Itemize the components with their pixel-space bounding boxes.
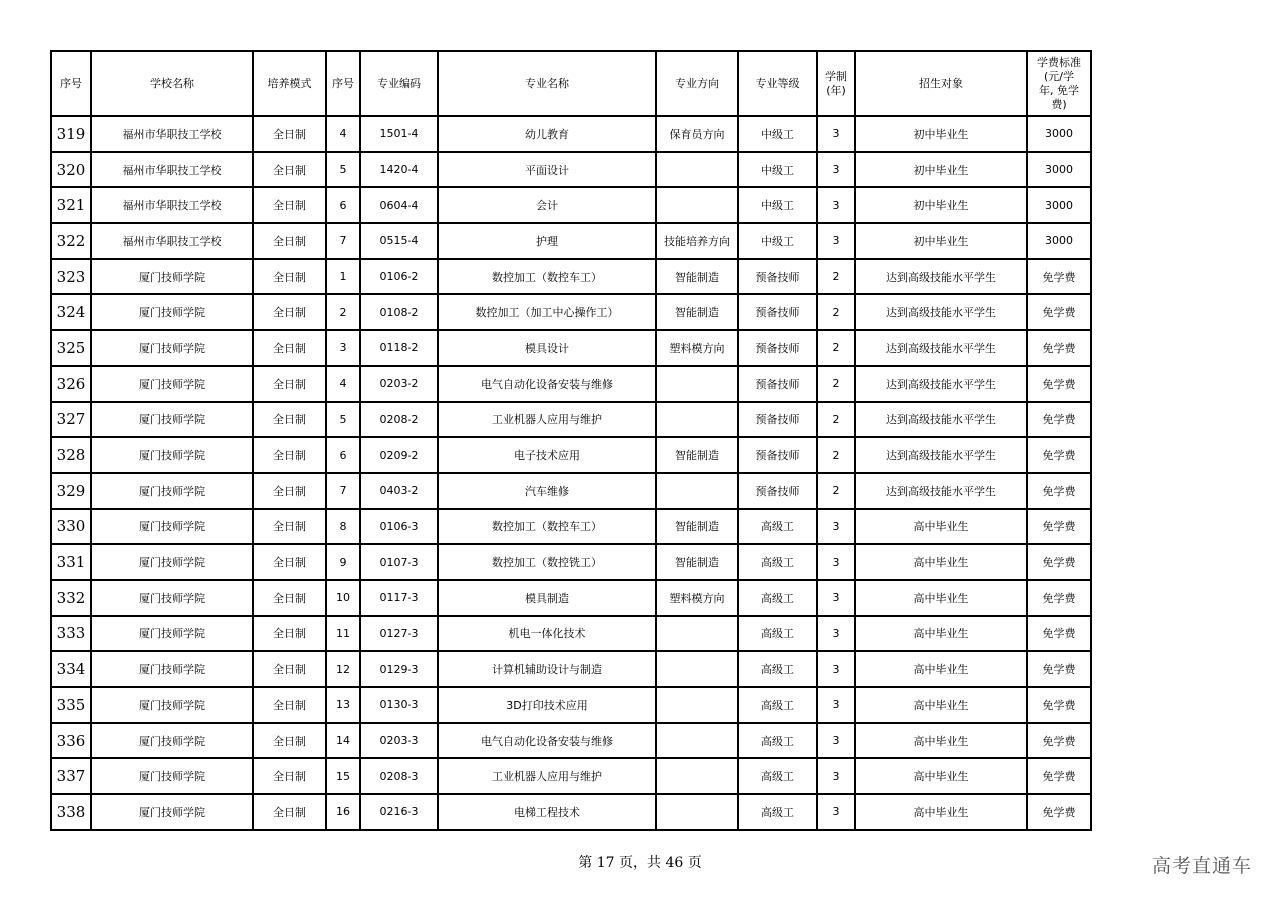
table-cell: 0117-3 [360, 580, 438, 616]
table-cell: 3 [817, 651, 855, 687]
table-cell: 0216-3 [360, 794, 438, 830]
table-cell: 全日制 [253, 402, 326, 438]
table-cell: 全日制 [253, 152, 326, 188]
table-cell: 全日制 [253, 223, 326, 259]
table-cell: 高中毕业生 [855, 616, 1027, 652]
table-cell: 厦门技师学院 [91, 259, 253, 295]
table-row [51, 116, 1091, 152]
table-cell: 免学费 [1027, 294, 1091, 330]
table-cell: 高级工 [738, 687, 817, 723]
table-cell: 334 [51, 651, 91, 687]
table-cell: 3000 [1027, 187, 1091, 223]
table-cell: 厦门技师学院 [91, 794, 253, 830]
table-cell [656, 187, 738, 223]
table-row [51, 758, 1091, 794]
table-cell: 电气自动化设备安装与维修 [438, 366, 656, 402]
table-cell [656, 758, 738, 794]
table-cell: 4 [326, 366, 360, 402]
table-cell: 3 [817, 223, 855, 259]
table-cell: 14 [326, 723, 360, 759]
table-row [51, 187, 1091, 223]
table-cell: 全日制 [253, 366, 326, 402]
table-cell: 10 [326, 580, 360, 616]
table-cell: 高级工 [738, 758, 817, 794]
table-cell: 0127-3 [360, 616, 438, 652]
table-row [51, 366, 1091, 402]
table-cell: 免学费 [1027, 616, 1091, 652]
table-cell: 0209-2 [360, 437, 438, 473]
table-cell: 福州市华职技工学校 [91, 223, 253, 259]
table-cell: 预备技师 [738, 366, 817, 402]
table-cell: 高中毕业生 [855, 544, 1027, 580]
table-row [51, 259, 1091, 295]
table-cell: 达到高级技能水平学生 [855, 437, 1027, 473]
table-cell: 厦门技师学院 [91, 473, 253, 509]
table-cell: 3 [326, 330, 360, 366]
table-cell: 免学费 [1027, 509, 1091, 545]
table-cell: 免学费 [1027, 402, 1091, 438]
table-cell: 全日制 [253, 437, 326, 473]
table-cell: 厦门技师学院 [91, 509, 253, 545]
table-cell: 高级工 [738, 616, 817, 652]
table-cell: 全日制 [253, 580, 326, 616]
page-label-prefix: 第 [578, 855, 593, 871]
page-label-mid: 页，共 [619, 855, 661, 871]
table-cell: 1420-4 [360, 152, 438, 188]
table-cell: 327 [51, 402, 91, 438]
column-header: 专业方向 [656, 51, 738, 116]
table-cell: 330 [51, 509, 91, 545]
table-cell: 塑料模方向 [656, 330, 738, 366]
table-cell: 免学费 [1027, 366, 1091, 402]
table-cell: 全日制 [253, 294, 326, 330]
table-cell: 8 [326, 509, 360, 545]
table-row [51, 437, 1091, 473]
table-cell: 免学费 [1027, 437, 1091, 473]
table-cell: 15 [326, 758, 360, 794]
table-cell [656, 402, 738, 438]
column-header: 学费标准 (元/学 年, 免学 费) [1027, 51, 1091, 116]
column-header: 专业编码 [360, 51, 438, 116]
table-cell: 达到高级技能水平学生 [855, 330, 1027, 366]
page-label-suffix: 页 [687, 855, 702, 871]
table-cell: 智能制造 [656, 294, 738, 330]
table-cell: 智能制造 [656, 509, 738, 545]
table-cell: 6 [326, 437, 360, 473]
table-cell: 0130-3 [360, 687, 438, 723]
table-cell: 3 [817, 687, 855, 723]
table-cell: 0106-2 [360, 259, 438, 295]
table-cell: 免学费 [1027, 473, 1091, 509]
table-cell [656, 723, 738, 759]
table-row [51, 223, 1091, 259]
table-cell: 智能制造 [656, 437, 738, 473]
table-cell: 全日制 [253, 116, 326, 152]
table-cell: 高级工 [738, 794, 817, 830]
table-cell: 高中毕业生 [855, 723, 1027, 759]
table-cell: 3000 [1027, 223, 1091, 259]
table-cell: 2 [326, 294, 360, 330]
table-cell: 福州市华职技工学校 [91, 116, 253, 152]
table-cell: 0203-2 [360, 366, 438, 402]
table-cell: 3 [817, 580, 855, 616]
table-cell: 11 [326, 616, 360, 652]
table-cell: 325 [51, 330, 91, 366]
table-cell: 塑料模方向 [656, 580, 738, 616]
table-cell: 免学费 [1027, 687, 1091, 723]
table-cell: 3D打印技术应用 [438, 687, 656, 723]
table-cell: 中级工 [738, 152, 817, 188]
table-cell: 2 [817, 473, 855, 509]
table-cell: 厦门技师学院 [91, 687, 253, 723]
table-cell: 全日制 [253, 187, 326, 223]
table-cell: 全日制 [253, 651, 326, 687]
table-cell: 福州市华职技工学校 [91, 152, 253, 188]
table-cell: 5 [326, 402, 360, 438]
table-cell: 高级工 [738, 580, 817, 616]
table-cell: 电气自动化设备安装与维修 [438, 723, 656, 759]
table-cell: 达到高级技能水平学生 [855, 473, 1027, 509]
table-cell: 全日制 [253, 473, 326, 509]
table-cell: 0203-3 [360, 723, 438, 759]
table-cell [656, 152, 738, 188]
table-cell: 12 [326, 651, 360, 687]
table-cell: 会计 [438, 187, 656, 223]
table-cell: 0129-3 [360, 651, 438, 687]
table-cell: 免学费 [1027, 580, 1091, 616]
table-cell: 中级工 [738, 223, 817, 259]
table-row [51, 794, 1091, 830]
table-cell: 厦门技师学院 [91, 723, 253, 759]
table-cell: 13 [326, 687, 360, 723]
table-cell: 3 [817, 116, 855, 152]
table-cell: 16 [326, 794, 360, 830]
table-cell: 高中毕业生 [855, 758, 1027, 794]
table-cell: 高中毕业生 [855, 580, 1027, 616]
table-cell: 厦门技师学院 [91, 330, 253, 366]
column-header: 序号 [326, 51, 360, 116]
table-cell [656, 366, 738, 402]
table-cell: 计算机辅助设计与制造 [438, 651, 656, 687]
table-cell: 319 [51, 116, 91, 152]
table-cell: 全日制 [253, 723, 326, 759]
table-header-row [51, 51, 1091, 116]
column-header: 学校名称 [91, 51, 253, 116]
table-cell: 达到高级技能水平学生 [855, 259, 1027, 295]
table-cell: 模具制造 [438, 580, 656, 616]
table-cell: 全日制 [253, 687, 326, 723]
table-cell: 9 [326, 544, 360, 580]
column-header: 学制 (年) [817, 51, 855, 116]
table-cell: 达到高级技能水平学生 [855, 294, 1027, 330]
table-cell: 中级工 [738, 187, 817, 223]
table-cell: 3000 [1027, 152, 1091, 188]
table-cell: 智能制造 [656, 544, 738, 580]
table-cell: 厦门技师学院 [91, 544, 253, 580]
table-cell: 技能培养方向 [656, 223, 738, 259]
table-cell: 1501-4 [360, 116, 438, 152]
table-cell: 达到高级技能水平学生 [855, 402, 1027, 438]
table-cell: 全日制 [253, 259, 326, 295]
table-cell: 7 [326, 223, 360, 259]
table-cell: 336 [51, 723, 91, 759]
table-row [51, 330, 1091, 366]
table-row [51, 580, 1091, 616]
table-cell: 免学费 [1027, 794, 1091, 830]
table-cell: 预备技师 [738, 473, 817, 509]
table-row [51, 152, 1091, 188]
table-cell: 高级工 [738, 723, 817, 759]
table-cell: 0208-3 [360, 758, 438, 794]
column-header: 招生对象 [855, 51, 1027, 116]
table-cell: 厦门技师学院 [91, 651, 253, 687]
current-page-number: 17 [596, 855, 615, 871]
table-cell: 厦门技师学院 [91, 294, 253, 330]
table-cell: 2 [817, 294, 855, 330]
column-header: 序号 [51, 51, 91, 116]
column-header: 专业等级 [738, 51, 817, 116]
table-cell: 3000 [1027, 116, 1091, 152]
table-body [51, 116, 1091, 830]
table-cell: 3 [817, 758, 855, 794]
table-cell: 免学费 [1027, 651, 1091, 687]
table-cell: 全日制 [253, 794, 326, 830]
table-cell: 2 [817, 330, 855, 366]
table-cell: 平面设计 [438, 152, 656, 188]
table-cell: 338 [51, 794, 91, 830]
table-cell: 智能制造 [656, 259, 738, 295]
table-cell: 厦门技师学院 [91, 366, 253, 402]
table-cell: 初中毕业生 [855, 152, 1027, 188]
table-cell: 324 [51, 294, 91, 330]
table-row [51, 616, 1091, 652]
table-cell: 2 [817, 402, 855, 438]
table-cell: 3 [817, 616, 855, 652]
column-header: 专业名称 [438, 51, 656, 116]
table-cell [656, 687, 738, 723]
table-cell: 初中毕业生 [855, 116, 1027, 152]
table-cell: 高中毕业生 [855, 794, 1027, 830]
table-row [51, 509, 1091, 545]
table-cell: 0208-2 [360, 402, 438, 438]
table-cell: 机电一体化技术 [438, 616, 656, 652]
table-row [51, 294, 1091, 330]
table-cell: 预备技师 [738, 294, 817, 330]
table-cell [656, 651, 738, 687]
table-cell: 全日制 [253, 544, 326, 580]
table-cell: 3 [817, 544, 855, 580]
table-cell: 免学费 [1027, 758, 1091, 794]
table-cell: 0107-3 [360, 544, 438, 580]
table-cell: 3 [817, 723, 855, 759]
table-cell: 全日制 [253, 758, 326, 794]
table-cell [656, 473, 738, 509]
table-cell: 320 [51, 152, 91, 188]
table-cell: 0403-2 [360, 473, 438, 509]
table-row [51, 687, 1091, 723]
table-cell: 0515-4 [360, 223, 438, 259]
table-cell: 335 [51, 687, 91, 723]
table-cell: 厦门技师学院 [91, 580, 253, 616]
table-cell: 数控加工（数控车工） [438, 509, 656, 545]
table-cell: 3 [817, 152, 855, 188]
table-cell: 幼儿教育 [438, 116, 656, 152]
table-cell: 数控加工（数控车工） [438, 259, 656, 295]
table-cell: 工业机器人应用与维护 [438, 758, 656, 794]
table-cell: 3 [817, 187, 855, 223]
table-cell: 高级工 [738, 509, 817, 545]
table-row [51, 651, 1091, 687]
table-cell: 326 [51, 366, 91, 402]
table-cell: 高级工 [738, 651, 817, 687]
table-cell: 电梯工程技术 [438, 794, 656, 830]
table-cell: 0604-4 [360, 187, 438, 223]
table-cell: 预备技师 [738, 402, 817, 438]
table-cell: 331 [51, 544, 91, 580]
table-cell: 329 [51, 473, 91, 509]
total-pages-number: 46 [665, 855, 684, 871]
table-cell: 预备技师 [738, 330, 817, 366]
table-cell: 厦门技师学院 [91, 402, 253, 438]
table-cell [656, 616, 738, 652]
watermark-logo: 高考直通车 [1151, 855, 1252, 877]
table-cell: 全日制 [253, 616, 326, 652]
table-cell: 321 [51, 187, 91, 223]
table-cell: 328 [51, 437, 91, 473]
table-cell: 中级工 [738, 116, 817, 152]
table-row [51, 723, 1091, 759]
enrollment-table [50, 50, 1092, 831]
table-cell: 预备技师 [738, 259, 817, 295]
table-cell: 0106-3 [360, 509, 438, 545]
table-cell: 高中毕业生 [855, 651, 1027, 687]
table-cell: 免学费 [1027, 723, 1091, 759]
table-row [51, 473, 1091, 509]
table-cell: 6 [326, 187, 360, 223]
table-cell: 达到高级技能水平学生 [855, 366, 1027, 402]
table-cell: 0118-2 [360, 330, 438, 366]
table-cell: 厦门技师学院 [91, 437, 253, 473]
table-cell: 全日制 [253, 330, 326, 366]
table-cell: 322 [51, 223, 91, 259]
table-cell: 0108-2 [360, 294, 438, 330]
table-cell: 护理 [438, 223, 656, 259]
table-cell: 全日制 [253, 509, 326, 545]
table-row [51, 402, 1091, 438]
table-cell: 数控加工（加工中心操作工） [438, 294, 656, 330]
table-cell: 7 [326, 473, 360, 509]
table-cell: 1 [326, 259, 360, 295]
table-cell: 高中毕业生 [855, 509, 1027, 545]
table-cell: 初中毕业生 [855, 223, 1027, 259]
table-cell: 高级工 [738, 544, 817, 580]
table-cell: 厦门技师学院 [91, 758, 253, 794]
table-cell: 模具设计 [438, 330, 656, 366]
table-cell: 2 [817, 366, 855, 402]
table-cell [656, 794, 738, 830]
table-cell: 工业机器人应用与维护 [438, 402, 656, 438]
column-header: 培养模式 [253, 51, 326, 116]
table-cell: 预备技师 [738, 437, 817, 473]
table-cell: 高中毕业生 [855, 687, 1027, 723]
table-cell: 厦门技师学院 [91, 616, 253, 652]
table-cell: 332 [51, 580, 91, 616]
table-cell: 保育员方向 [656, 116, 738, 152]
table-cell: 免学费 [1027, 330, 1091, 366]
table-cell: 333 [51, 616, 91, 652]
table-cell: 数控加工（数控铣工） [438, 544, 656, 580]
table-cell: 初中毕业生 [855, 187, 1027, 223]
table-cell: 免学费 [1027, 259, 1091, 295]
table-cell: 电子技术应用 [438, 437, 656, 473]
table-row [51, 544, 1091, 580]
table-cell: 323 [51, 259, 91, 295]
table-cell: 337 [51, 758, 91, 794]
table-cell: 福州市华职技工学校 [91, 187, 253, 223]
table-cell: 3 [817, 794, 855, 830]
table-cell: 5 [326, 152, 360, 188]
page-footer [0, 852, 1280, 872]
table-cell: 免学费 [1027, 544, 1091, 580]
table-cell: 3 [817, 509, 855, 545]
table-cell: 2 [817, 437, 855, 473]
table-cell: 4 [326, 116, 360, 152]
table-cell: 汽车维修 [438, 473, 656, 509]
table-cell: 2 [817, 259, 855, 295]
